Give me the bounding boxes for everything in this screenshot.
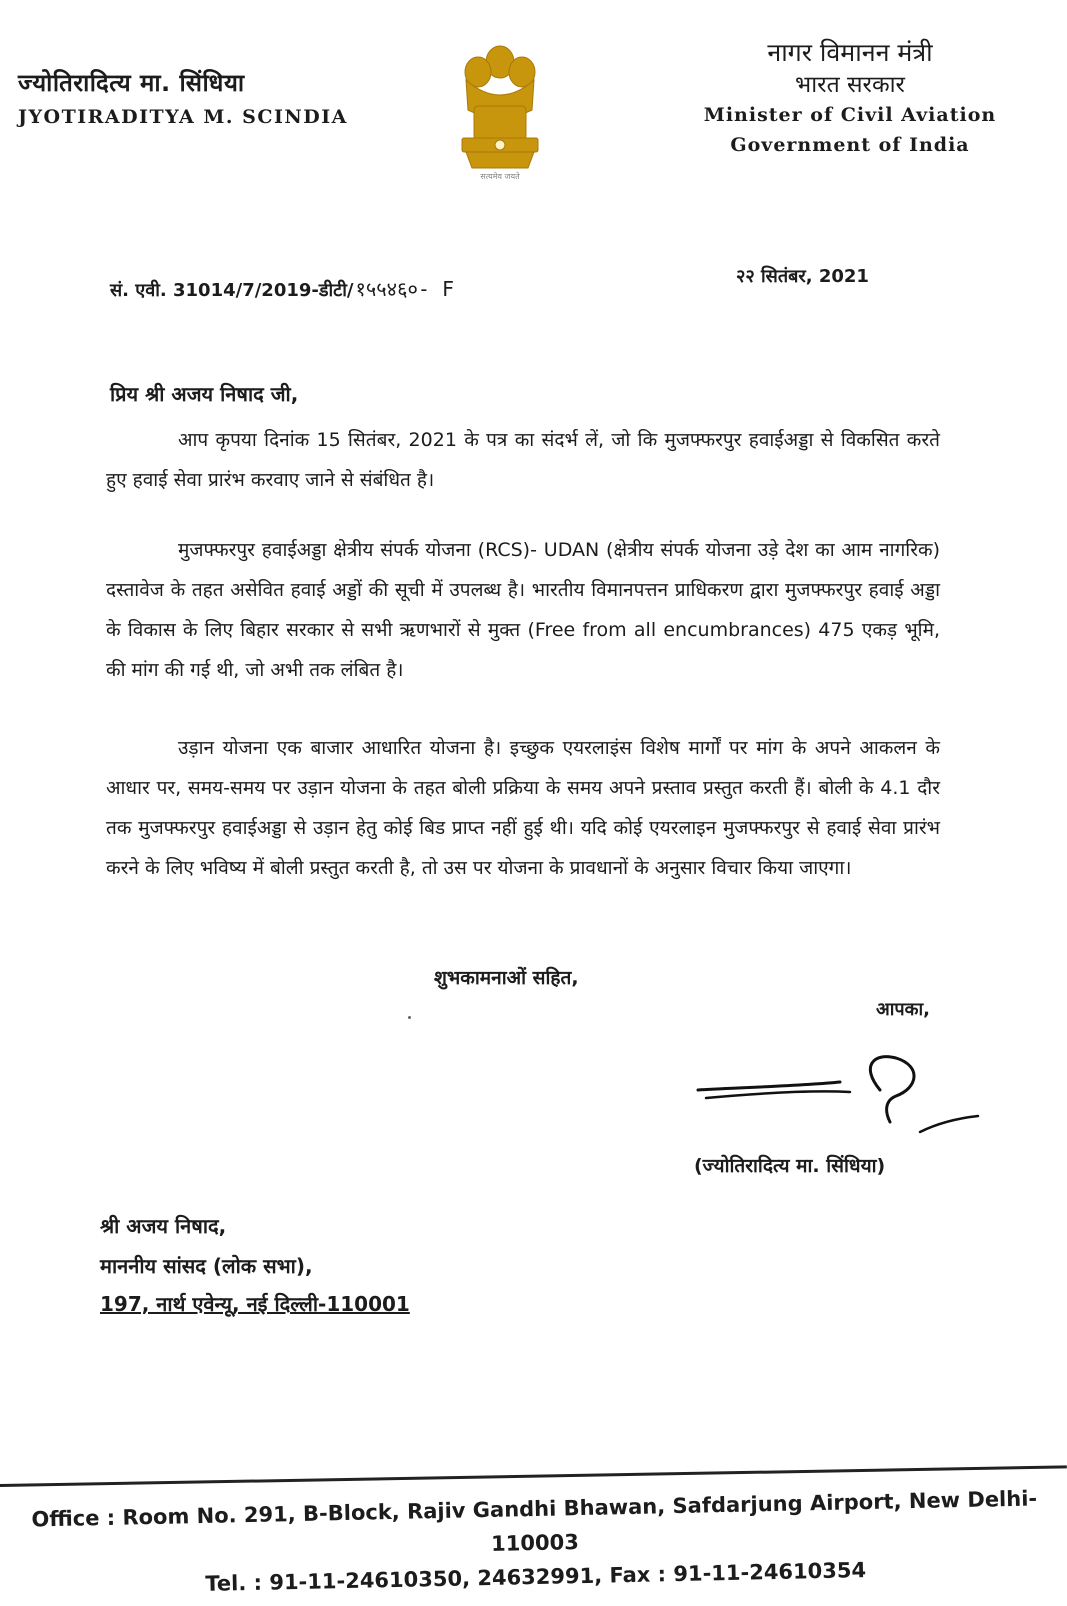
office-address: Office : Room No. 291, B-Block, Rajiv Gandhi Bhawan, Safdarjung Airport, New Delhi-110003 <box>31 1486 1038 1556</box>
paragraph-1: आप कृपया दिनांक 15 सितंबर, 2021 के पत्र का संदर्भ लें, जो कि मुजफ्फरपुर हवाईअड्डा से विकसित करते हुए हवाई सेवा प्रारंभ करवाए जाने से संबंधित है। <box>106 429 940 491</box>
minister-title-block <box>690 36 1010 160</box>
title-hindi-1: नागर विमानन मंत्री <box>767 38 933 67</box>
yours-sincerely: आपका, <box>876 999 930 1020</box>
title-english-2: Government of India <box>730 134 970 156</box>
office-footer <box>29 1481 1041 1604</box>
letter-date: २२ सितंबर, 2021 <box>736 266 869 287</box>
minister-name-english: JYOTIRADITYA M. SCINDIA <box>18 106 348 128</box>
addressee-address: 197, नार्थ एवेन्यू, नई दिल्ली-110001 <box>100 1292 410 1316</box>
ink-speck <box>408 1016 411 1019</box>
paragraph-2: मुजफ्फरपुर हवाईअड्डा क्षेत्रीय संपर्क योजना (RCS)- UDAN (क्षेत्रीय संपर्क योजना उड़े देश का आम नागरिक) दस्तावेज के तहत असेवित हवाई अड्डों की सूची में उपलब्ध है। भारतीय विमानपत्तन प्राधिकरण द्वारा मुजफ्फरपुर हवाई अड्डा के विकास के लिए बिहार सरकार से सभी ऋणभारों से मुक्त (Free from all encumbrances) 475 एकड़ भूमि, की मांग की गई थी, जो अभी तक लंबित है। <box>106 539 940 681</box>
addressee-name: श्री अजय निषाद, <box>100 1214 227 1238</box>
minister-name-hindi: ज्योतिरादित्य मा. सिंधिया <box>18 69 245 97</box>
handwritten-signature <box>690 1048 980 1134</box>
title-hindi-2: भारत सरकार <box>795 72 905 98</box>
paragraph-3: उड़ान योजना एक बाजार आधारित योजना है। इच्छुक एयरलाइंस विशेष मार्गों पर मांग के अपने आकलन के आधार पर, समय-समय पर उड़ान योजना के तहत बोली प्रक्रिया के समय अपने प्रस्ताव प्रस्तुत करती हैं। बोली के 4.1 दौर तक मुजफ्फरपुर हवाईअड्डा से उड़ान हेतु कोई बिड प्राप्त नहीं हुई थी। यदि कोई एयरलाइन मुजफ्फरपुर से हवाई सेवा प्रारंभ करने के लिए भविष्य में बोली प्रस्तुत करती है, तो उस पर योजना के प्रावधानों के अनुसार विचार किया जाएगा। <box>106 737 940 879</box>
addressee-designation: माननीय सांसद (लोक सभा), <box>100 1254 313 1278</box>
reference-number-handwritten: १५५४६०- F <box>355 277 454 301</box>
national-emblem-icon <box>452 40 548 182</box>
closing-greeting: शुभकामनाओं सहित, <box>434 967 579 989</box>
reference-number <box>110 275 454 302</box>
salutation: प्रिय श्री अजय निषाद जी, <box>110 382 299 406</box>
title-english-1: Minister of Civil Aviation <box>703 104 997 126</box>
reference-number-printed: सं. एवी. 31014/7/2019-डीटी/ <box>110 280 354 301</box>
signatory-name: (ज्योतिरादित्य मा. सिंधिया) <box>694 1155 886 1177</box>
emblem-caption: सत्यमेव जयते <box>480 172 520 181</box>
office-phone-fax: Tel. : 91-11-24610350, 24632991, Fax : 91-11-24610354 <box>205 1558 867 1596</box>
